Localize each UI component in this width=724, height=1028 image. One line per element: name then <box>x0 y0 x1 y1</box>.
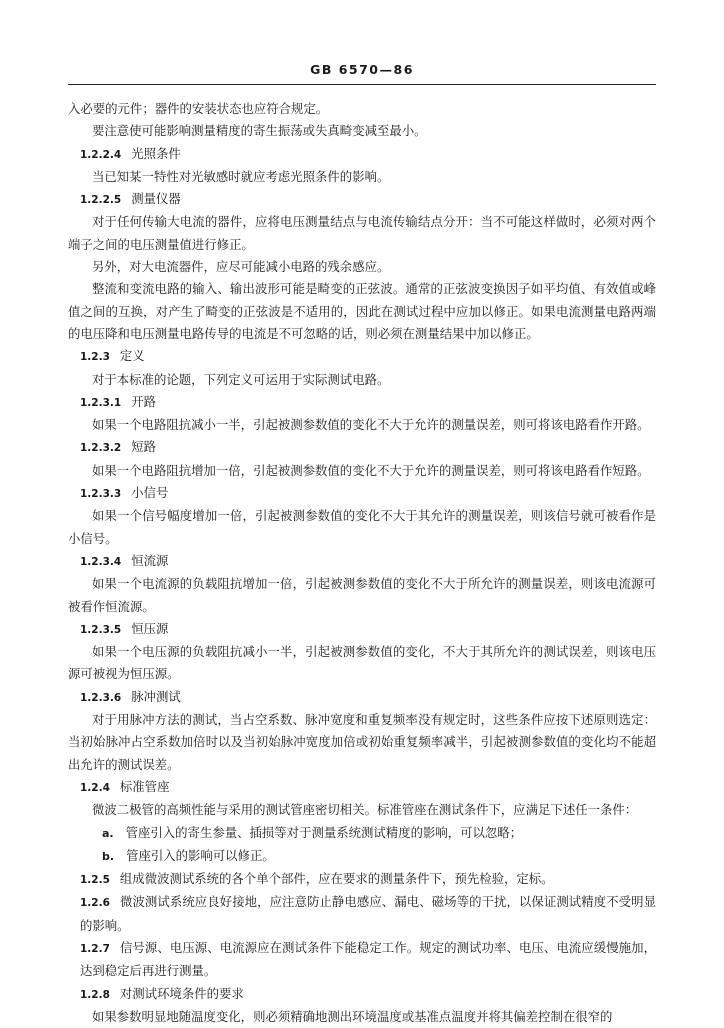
paragraph: 如果一个信号幅度增加一倍，引起被测参数值的变化不大于其允许的测量误差，则该信号就可被看作是小信号。 <box>68 508 656 546</box>
section-title: 定义 <box>119 348 145 364</box>
paragraph: 如果一个电压源的负载阻抗减小一半，引起被测参数值的变化，不大于其所允许的测试误差，则该电压源可被视为恒压源。 <box>68 644 656 682</box>
section-number: 1.2.3 <box>80 351 110 364</box>
section-number: 1.2.2.4 <box>80 148 122 161</box>
numbered-paragraph-text: 信号源、电压源、电流源应在测试条件下能稳定工作。规定的测试功率、电压、电流应缓慢施加，达到稳定后再进行测量。 <box>80 939 656 979</box>
section-heading <box>68 391 656 414</box>
section-title: 标准管座 <box>119 778 170 794</box>
section-heading <box>68 188 656 211</box>
header-rule <box>68 84 656 85</box>
section-title: 测量仪器 <box>131 191 181 207</box>
section-heading <box>68 686 656 709</box>
section-heading <box>68 776 656 799</box>
section-title: 开路 <box>131 393 156 409</box>
section-number: 1.2.3.6 <box>80 691 122 704</box>
section-number: 1.2.3.3 <box>80 488 122 501</box>
section-number: 1.2.3.1 <box>80 396 122 409</box>
paragraph: 另外，对大电流器件，应尽可能减小电路的残余感应。 <box>92 259 390 275</box>
section-number: 1.2.8 <box>80 988 110 1001</box>
section-heading <box>68 143 656 166</box>
section-title: 短路 <box>131 439 156 455</box>
section-title: 恒流源 <box>131 552 169 568</box>
paragraph: 如果参数明显地随温度变化，则必须精确地测出环境温度或基准点温度并将其偏差控制在很窄的 <box>92 1008 613 1024</box>
paragraph: 整流和变流电路的输入、输出波形可能是畸变的正弦波。通常的正弦波变换因子如平均值、有效值或峰值之间的互换，对产生了畸变的正弦波是不适用的，因此在测试过程中应加以修正。如果电流测量电路两端的电压降和电压测量电路传导的电流是不可忽略的话，则必须在测量结果中加以修正。 <box>68 281 656 341</box>
paragraph: 对于任何传输大电流的器件，应将电压测量结点与电流传输结点分开：当不可能这样做时，必须对两个端子之间的电压测量值进行修正。 <box>68 214 656 252</box>
section-title: 对测试环境条件的要求 <box>119 985 244 1001</box>
section-title: 恒压源 <box>131 620 169 636</box>
numbered-paragraph <box>68 937 656 983</box>
paragraph: 入必要的元件；器件的安装状态也应符合规定。 <box>68 101 329 116</box>
section-number: 1.2.3.4 <box>80 555 122 568</box>
paragraph: 如果一个电路阻抗增加一倍，引起被测参数值的变化不大于允许的测量误差，则可将该电路看作短路。 <box>92 462 650 478</box>
numbered-paragraph <box>68 868 656 891</box>
numbered-paragraph-text: 组成微波测试系统的各个单个部件，应在要求的测量条件下，预先检验，定标。 <box>119 871 554 887</box>
section-title: 光照条件 <box>131 145 181 161</box>
list-item-label: b. <box>102 849 115 863</box>
paragraph: 对于本标准的论题，下列定义可运用于实际测试电路。 <box>92 371 390 387</box>
paragraph: 要注意使可能影响测量精度的寄生振荡或失真畸变减至最小。 <box>92 123 427 139</box>
section-number: 1.2.3.5 <box>80 623 122 636</box>
paragraph: 如果一个电流源的负载阻抗增加一倍，引起被测参数值的变化不大于所允许的测量误差，则该电流源可被看作恒流源。 <box>68 576 656 614</box>
section-title: 小信号 <box>131 485 169 501</box>
section-number: 1.2.6 <box>80 897 110 910</box>
section-number: 1.2.4 <box>80 781 110 794</box>
section-number: 1.2.5 <box>80 874 110 887</box>
section-number: 1.2.7 <box>80 942 110 955</box>
list-item-label: a. <box>102 826 114 840</box>
document-body <box>68 98 656 1028</box>
paragraph: 微波二极管的高频性能与采用的测试管座密切相关。标准管座在测试条件下，应满足下述任一条件： <box>92 802 638 818</box>
paragraph: 如果一个电路阻抗减小一半，引起被测参数值的变化不大于允许的测量误差，则可将该电路看作开路。 <box>92 417 650 433</box>
list-item-text: 管座引入的寄生参量、插损等对于测量系统测试精度的影响，可以忽略； <box>125 824 523 840</box>
paragraph: 对于用脉冲方法的测试，当占空系数、脉冲宽度和重复频率没有规定时，这些条件应按下述原则选定：当初始脉冲占空系数加倍时以及当初始脉冲宽度加倍或初始重复频率减半，引起被测参数值的变化均不能超出允许的测试误差。 <box>68 712 656 772</box>
paragraph: 当已知某一特性对光敏感时就应考虑光照条件的影响。 <box>92 168 390 184</box>
section-number: 1.2.2.5 <box>80 194 122 207</box>
section-heading <box>68 345 656 368</box>
page-header-standard-code: GB 6570—86 <box>310 62 414 77</box>
section-heading <box>68 983 656 1006</box>
section-heading <box>68 436 656 459</box>
numbered-paragraph-text: 微波测试系统应良好接地，应注意防止静电感应、漏电、磁场等的干扰，以保证测试精度不受明显的影响。 <box>80 894 656 933</box>
section-heading <box>68 618 656 641</box>
section-heading <box>68 550 656 573</box>
numbered-paragraph <box>68 891 656 937</box>
list-item-text: 管座引入的影响可以修正。 <box>126 847 275 863</box>
list-item <box>68 845 656 868</box>
section-heading <box>68 482 656 505</box>
section-title: 脉冲测试 <box>131 688 181 704</box>
section-number: 1.2.3.2 <box>80 442 122 455</box>
list-item <box>68 822 656 845</box>
